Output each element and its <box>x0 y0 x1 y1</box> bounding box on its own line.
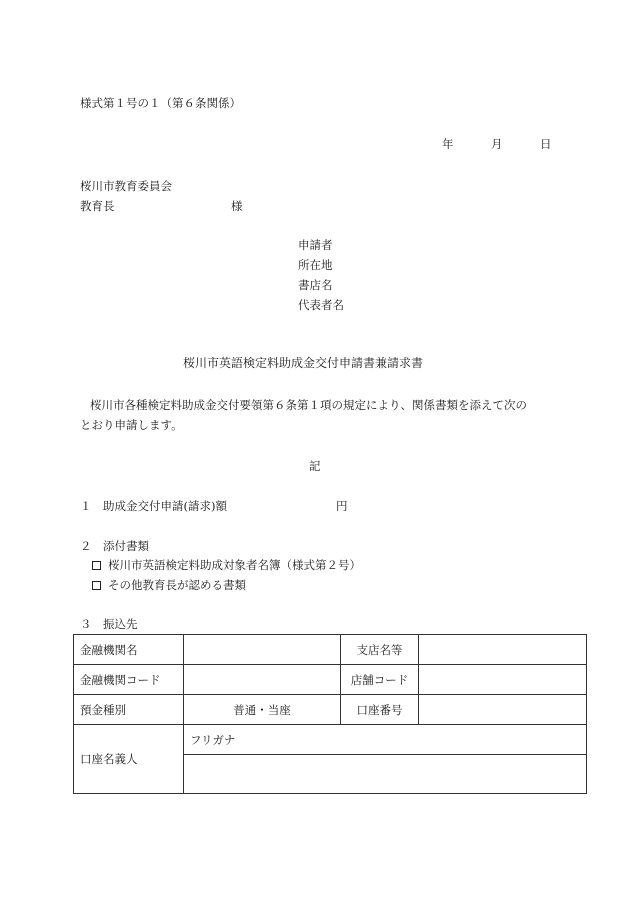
document-title: 桜川市英語検定料助成金交付申請書兼請求書 <box>183 356 424 370</box>
applicant-store-label: 書店名 <box>298 278 333 292</box>
attachment-label: その他教育長が認める書類 <box>108 578 246 592</box>
item1-unit: 円 <box>336 499 348 513</box>
date-month: 月 <box>491 137 503 151</box>
attachment-item <box>92 578 246 592</box>
branch-code-label: 店舗コード <box>341 665 419 695</box>
bank-name-field[interactable] <box>184 635 341 665</box>
item3-label: ３ 振込先 <box>80 617 138 631</box>
ki-heading: 記 <box>309 459 321 473</box>
addressee-org: 桜川市教育委員会 <box>80 179 172 193</box>
applicant-representative-label: 代表者名 <box>298 298 344 312</box>
account-holder-label: 口座名義人 <box>74 725 184 794</box>
body-line-1: 桜川市各種検定料助成金交付要領第６条第１項の規定により、関係書類を添えて次の <box>90 398 527 412</box>
applicant-label: 申請者 <box>298 238 333 252</box>
checkbox[interactable] <box>92 561 101 570</box>
body-line-2: とおり申請します。 <box>80 418 183 432</box>
attachment-label: 桜川市英語検定料助成対象者名簿（様式第２号） <box>108 558 361 572</box>
branch-name-label: 支店名等 <box>341 635 419 665</box>
deposit-type-value[interactable]: 普通・当座 <box>184 695 341 725</box>
item2-label: ２ 添付書類 <box>80 539 149 553</box>
addressee-honorific: 様 <box>231 199 243 213</box>
bank-name-label: 金融機関名 <box>74 635 184 665</box>
furigana-label: フリガナ <box>184 725 587 755</box>
bank-account-table <box>73 634 587 794</box>
bank-code-label: 金融機関コード <box>74 665 184 695</box>
applicant-address-label: 所在地 <box>298 258 333 272</box>
account-number-field[interactable] <box>419 695 587 725</box>
branch-code-field[interactable] <box>419 665 587 695</box>
branch-name-field[interactable] <box>419 635 587 665</box>
account-number-label: 口座番号 <box>341 695 419 725</box>
bank-code-field[interactable] <box>184 665 341 695</box>
date-day: 日 <box>540 137 552 151</box>
checkbox[interactable] <box>92 581 101 590</box>
addressee-title: 教育長 <box>80 199 115 213</box>
account-holder-field[interactable] <box>184 755 587 794</box>
date-year: 年 <box>442 137 454 151</box>
attachment-item <box>92 558 361 572</box>
item1-label: １ 助成金交付申請(請求)額 <box>80 499 227 513</box>
deposit-type-label: 預金種別 <box>74 695 184 725</box>
form-number: 様式第１号の１（第６条関係） <box>80 96 241 110</box>
